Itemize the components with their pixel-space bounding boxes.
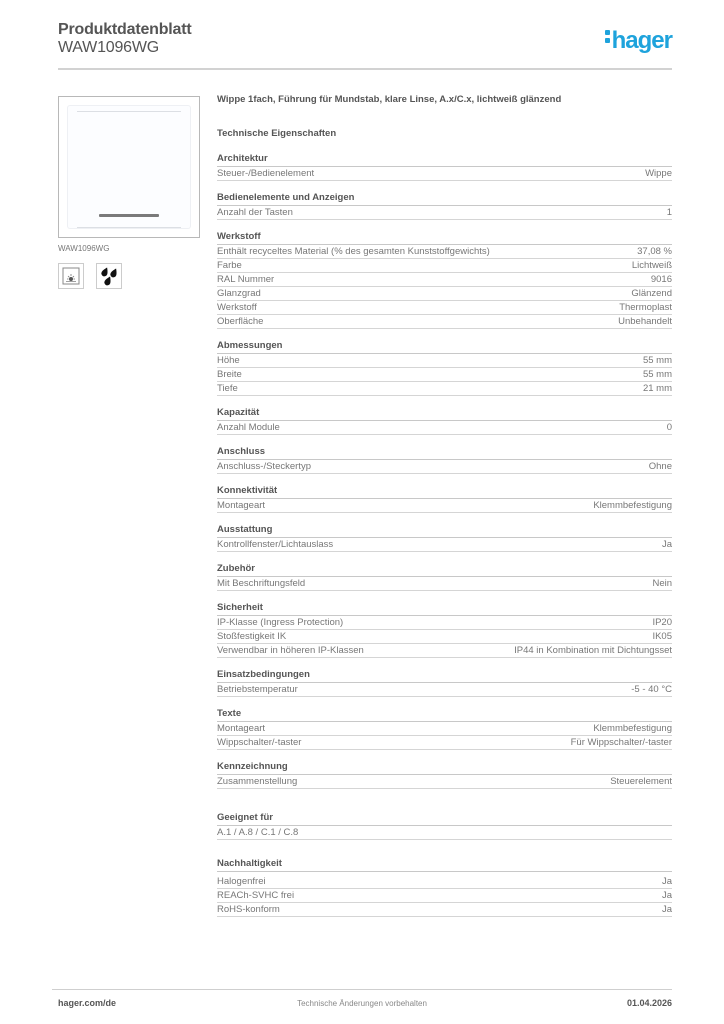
row-label: Stoßfestigkeit IK — [217, 631, 287, 642]
row-value: Klemmbefestigung — [593, 500, 672, 511]
row-value: 55 mm — [642, 369, 672, 380]
product-image — [58, 96, 200, 238]
table-row — [217, 273, 672, 287]
technical-sections — [217, 153, 672, 789]
row-label: Zusammenstellung — [217, 776, 298, 787]
row-value: Ja — [661, 904, 672, 915]
table-row — [217, 875, 672, 889]
spec-section — [217, 340, 672, 396]
row-label: RoHS-konform — [217, 904, 280, 915]
table-row — [217, 368, 672, 382]
table-row — [217, 826, 672, 840]
row-label: Montageart — [217, 723, 266, 734]
table-row — [217, 630, 672, 644]
section-heading: Kennzeichnung — [217, 761, 672, 775]
lens-strip — [99, 214, 159, 217]
product-description: Wippe 1fach, Führung für Mundstab, klare Linse, A.x/C.x, lichtweiß glänzend — [217, 94, 562, 105]
hager-logo — [605, 27, 672, 55]
table-row — [217, 245, 672, 259]
datasheet-content — [217, 94, 672, 917]
row-label: Oberfläche — [217, 316, 264, 327]
spec-section — [217, 231, 672, 329]
row-value: Ja — [661, 876, 672, 887]
product-code: WAW1096WG — [58, 39, 160, 56]
technical-properties-title: Technische Eigenschaften — [217, 128, 337, 139]
row-label: Mit Beschriftungsfeld — [217, 578, 306, 589]
spec-section — [217, 708, 672, 750]
row-label: A.1 / A.8 / C.1 / C.8 — [217, 827, 299, 838]
row-label: Tiefe — [217, 383, 238, 394]
light-outlet-icon — [58, 263, 84, 289]
spec-section — [217, 192, 672, 220]
row-value: IP44 in Kombination mit Dichtungsset — [514, 645, 672, 656]
table-row — [217, 259, 672, 273]
water-drops-icon — [96, 263, 122, 289]
row-label: Werkstoff — [217, 302, 257, 313]
table-row — [217, 315, 672, 329]
row-label: Anzahl Module — [217, 422, 280, 433]
table-row — [217, 538, 672, 552]
spec-section — [217, 446, 672, 474]
section-heading: Texte — [217, 708, 672, 722]
section-sustainability — [217, 858, 672, 917]
row-value: 0 — [666, 422, 672, 433]
row-value: Wippe — [645, 168, 672, 179]
spec-section — [217, 669, 672, 697]
table-row — [217, 354, 672, 368]
row-value: Für Wippschalter/-taster — [570, 737, 672, 748]
table-row — [217, 206, 672, 220]
row-value: Ohne — [648, 461, 672, 472]
spec-section — [217, 485, 672, 513]
table-row — [217, 460, 672, 474]
row-label: Kontrollfenster/Lichtauslass — [217, 539, 334, 550]
row-label: Breite — [217, 369, 242, 380]
row-value: Steuerelement — [610, 776, 672, 787]
image-caption: WAW1096WG — [58, 244, 110, 253]
rocker-top-edge — [77, 111, 181, 112]
section-heading: Ausstattung — [217, 524, 672, 538]
section-heading: Konnektivität — [217, 485, 672, 499]
section-heading: Abmessungen — [217, 340, 672, 354]
row-label: RAL Nummer — [217, 274, 275, 285]
header-divider — [58, 68, 672, 70]
table-row — [217, 421, 672, 435]
table-row — [217, 736, 672, 750]
table-row — [217, 287, 672, 301]
table-row — [217, 775, 672, 789]
spec-section — [217, 524, 672, 552]
row-value: 55 mm — [642, 355, 672, 366]
footer-divider — [52, 989, 672, 990]
row-label: REACh-SVHC frei — [217, 890, 295, 901]
section-heading: Einsatzbedingungen — [217, 669, 672, 683]
table-row — [217, 903, 672, 917]
row-label: Höhe — [217, 355, 240, 366]
section-suitable-for — [217, 812, 672, 840]
section-heading: Anschluss — [217, 446, 672, 460]
section-heading: Sicherheit — [217, 602, 672, 616]
table-row — [217, 499, 672, 513]
row-label: Glanzgrad — [217, 288, 261, 299]
row-label: IP-Klasse (Ingress Protection) — [217, 617, 344, 628]
row-value: 9016 — [650, 274, 672, 285]
row-value: Nein — [652, 578, 672, 589]
table-row — [217, 382, 672, 396]
row-label: Montageart — [217, 500, 266, 511]
row-label: Halogenfrei — [217, 876, 266, 887]
website-link[interactable]: hager.com/de — [58, 998, 117, 1008]
row-value: Ja — [661, 539, 672, 550]
table-row — [217, 889, 672, 903]
row-label: Enthält recyceltes Material (% des gesamten Kunststoffgewichts) — [217, 246, 490, 257]
section-heading: Nachhaltigkeit — [217, 858, 672, 872]
table-row — [217, 722, 672, 736]
row-value: 37,08 % — [637, 246, 672, 257]
section-heading: Zubehör — [217, 563, 672, 577]
row-value: -5 - 40 °C — [631, 684, 672, 695]
rocker-switch-illustration — [67, 105, 191, 229]
spec-section — [217, 407, 672, 435]
row-label: Anschluss-/Steckertyp — [217, 461, 311, 472]
table-row — [217, 301, 672, 315]
disclaimer: Technische Änderungen vorbehalten — [297, 999, 427, 1008]
logo-text: hager — [611, 27, 672, 54]
row-value: Thermoplast — [619, 302, 672, 313]
row-value: IP20 — [652, 617, 672, 628]
section-heading: Werkstoff — [217, 231, 672, 245]
table-row — [217, 167, 672, 181]
rocker-bottom-edge — [77, 227, 181, 228]
row-label: Farbe — [217, 260, 242, 271]
row-value: Ja — [661, 890, 672, 901]
logo-colon-icon — [605, 27, 610, 46]
row-label: Wippschalter/-taster — [217, 737, 302, 748]
document-date: 01.04.2026 — [626, 998, 672, 1008]
row-value: Unbehandelt — [618, 316, 672, 327]
page-title: Produktdatenblatt — [58, 21, 192, 38]
section-heading: Bedienelemente und Anzeigen — [217, 192, 672, 206]
spec-section — [217, 563, 672, 591]
table-row — [217, 616, 672, 630]
section-heading: Geeignet für — [217, 812, 672, 826]
table-row — [217, 577, 672, 591]
row-label: Steuer-/Bedienelement — [217, 168, 315, 179]
row-value: 1 — [666, 207, 672, 218]
section-heading: Kapazität — [217, 407, 672, 421]
table-row — [217, 683, 672, 697]
row-label: Verwendbar in höheren IP-Klassen — [217, 645, 364, 656]
row-value: Lichtweiß — [631, 260, 672, 271]
row-label: Anzahl der Tasten — [217, 207, 293, 218]
spec-section — [217, 761, 672, 789]
row-value: Glänzend — [631, 288, 672, 299]
row-label: Betriebstemperatur — [217, 684, 298, 695]
row-value: 21 mm — [642, 383, 672, 394]
row-value: IK05 — [652, 631, 672, 642]
table-row — [217, 644, 672, 658]
spec-section — [217, 602, 672, 658]
spec-section — [217, 153, 672, 181]
section-heading: Architektur — [217, 153, 672, 167]
row-value: Klemmbefestigung — [593, 723, 672, 734]
